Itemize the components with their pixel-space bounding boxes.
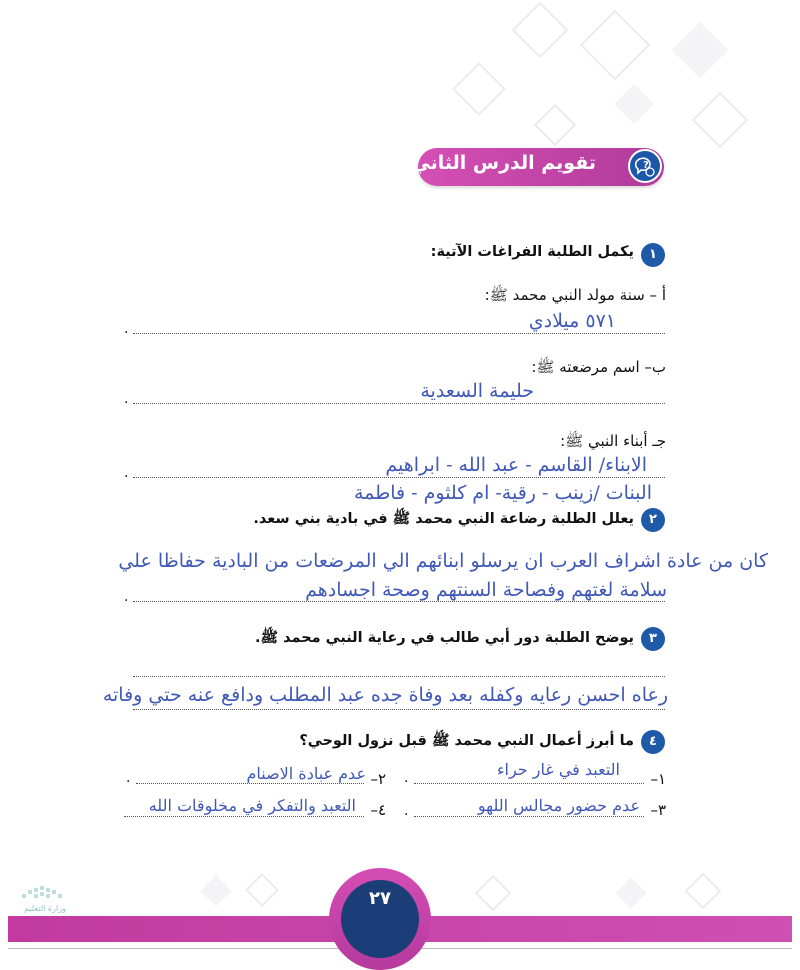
line-end-dot: .	[124, 391, 129, 407]
list-item-number: ٢–	[370, 770, 386, 788]
answer-line	[133, 333, 665, 334]
decor-square	[452, 62, 506, 116]
answer-line	[133, 477, 665, 478]
page-number-badge	[329, 868, 431, 970]
answer-line	[124, 816, 364, 817]
item-label: ج‍ـ أبناء النبي ﷺ:	[560, 432, 666, 450]
page-number-inner	[341, 880, 419, 958]
list-item-number: ١–	[650, 770, 666, 788]
decor-square	[534, 104, 576, 146]
answer-line	[133, 709, 665, 710]
answer-line	[133, 403, 665, 404]
decor-square	[672, 22, 729, 79]
handwritten-answer: الابناء/ القاسم - عبد الله - ابراهيم	[385, 454, 647, 476]
line-end-dot: .	[126, 770, 131, 786]
decor-square	[615, 877, 646, 908]
question-number: ٤	[641, 730, 665, 754]
decor-square	[512, 2, 569, 59]
question-text: ما أبرز أعمال النبي محمد ﷺ قبل نزول الوحي؟	[299, 733, 634, 749]
question-text: يعلل الطلبة رضاعة النبي محمد ﷺ في بادية بني سعد.	[253, 511, 634, 527]
handwritten-answer: كان من عادة اشراف العرب ان يرسلو ابنائهم الي المرضعات من البادية حفاظا علي	[118, 550, 768, 572]
question-number: ٣	[641, 627, 665, 651]
decor-square	[245, 873, 279, 907]
handwritten-answer: ٥٧١ ميلادي	[528, 310, 616, 332]
handwritten-answer: رعاه احسن رعايه وكفله بعد وفاة جده عبد المطلب ودافع عنه حتي وفاته	[102, 684, 668, 706]
item-label: ب– اسم مرضعته ﷺ:	[531, 358, 666, 376]
decor-square	[692, 92, 749, 149]
decor-square	[200, 875, 231, 906]
decor-square	[475, 875, 512, 912]
line-end-dot: .	[404, 803, 409, 819]
decor-square	[614, 84, 654, 124]
handwritten-answer: التعبد والتفكر في مخلوقات الله	[148, 796, 356, 815]
question-text: يوضح الطلبة دور أبي طالب في رعاية النبي محمد ﷺ.	[255, 630, 634, 646]
list-item-number: ٣–	[650, 801, 666, 819]
answer-line	[133, 601, 665, 602]
handwritten-answer: البنات /زينب - رقية- ام كلثوم - فاطمة	[353, 482, 652, 504]
decor-square	[580, 10, 651, 81]
line-end-dot: .	[124, 321, 129, 337]
answer-line	[414, 816, 644, 817]
line-end-dot: .	[124, 589, 129, 605]
line-end-dot: .	[124, 465, 129, 481]
question-number: ٢	[641, 508, 665, 532]
item-label: أ – سنة مولد النبي محمد ﷺ:	[484, 286, 666, 304]
ministry-name: وزارة التعليم	[24, 904, 66, 913]
answer-line	[414, 783, 644, 784]
handwritten-answer: عدم عبادة الاصنام	[246, 764, 366, 783]
line-end-dot: .	[404, 770, 409, 786]
page-number: ٢٧	[369, 888, 391, 909]
answer-line	[133, 676, 665, 677]
svg-text:?: ?	[643, 160, 649, 171]
handwritten-answer: حليمة السعدية	[420, 380, 534, 402]
question-number: ١	[641, 243, 665, 267]
handwritten-answer: عدم حضور مجالس اللهو	[477, 796, 640, 815]
question-chat-icon	[628, 149, 662, 183]
decor-square	[685, 873, 722, 910]
list-item-number: ٤–	[370, 801, 386, 819]
answer-line	[136, 783, 364, 784]
section-title: تقويم الدرس الثاني	[411, 152, 596, 174]
handwritten-answer: سلامة لغتهم وفصاحة السنتهم وصحة اجسادهم	[305, 579, 667, 601]
question-text: يكمل الطلبة الفراغات الآتية:	[430, 244, 634, 260]
handwritten-answer: التعبد في غار حراء	[497, 760, 620, 779]
section-header	[411, 148, 664, 186]
